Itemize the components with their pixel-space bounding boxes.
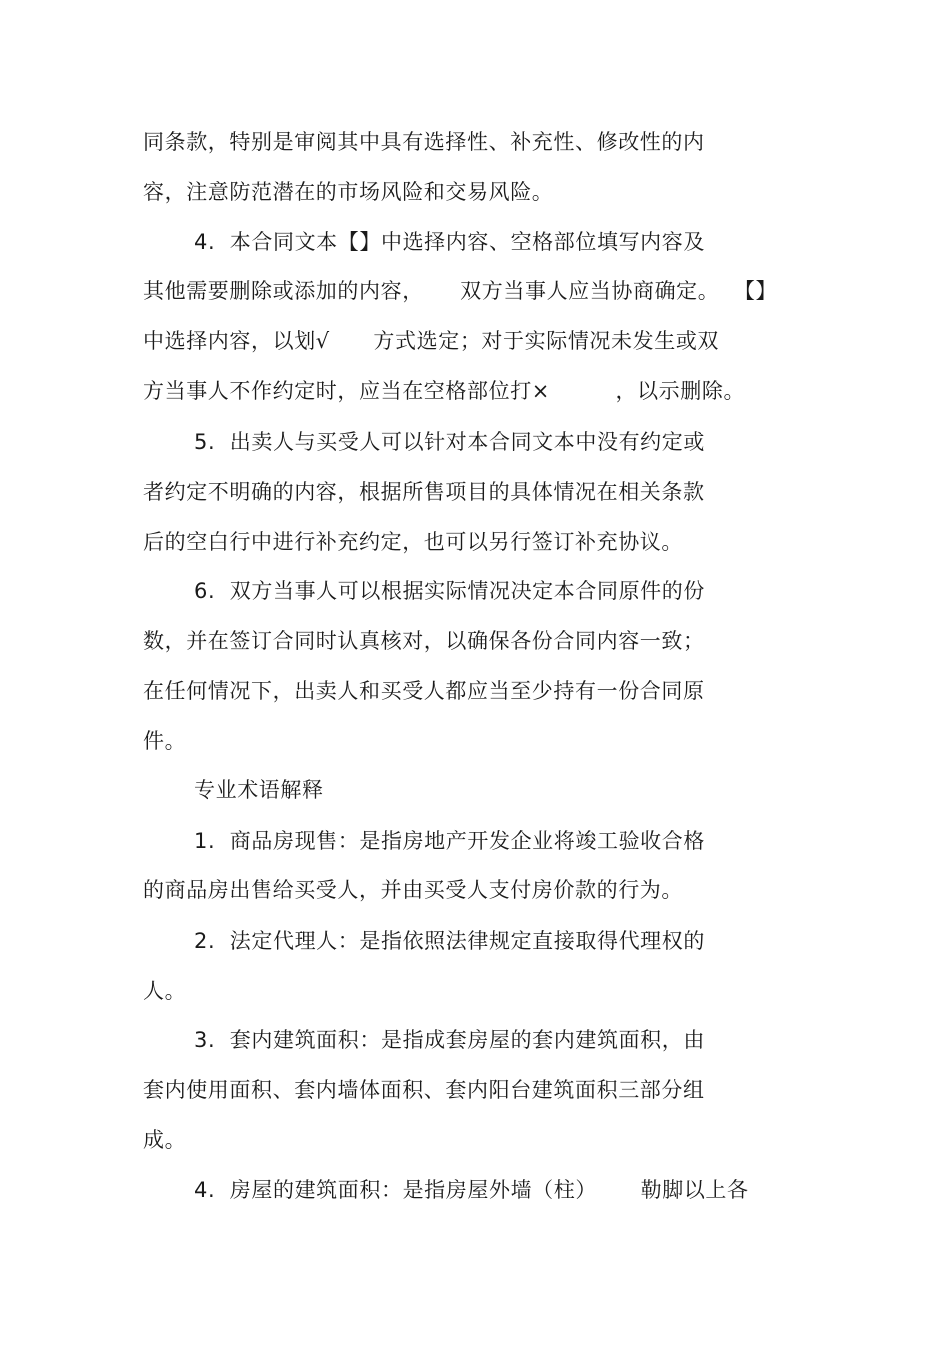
- text-line: 容，注意防范潜在的市场风险和交易风险。: [143, 180, 554, 204]
- text-line: 4. 本合同文本【】中选择内容、空格部位填写内容及: [194, 230, 705, 254]
- text-line: 中选择内容，以划√ 方式选定；对于实际情况未发生或双: [143, 329, 720, 353]
- text-line: 套内使用面积、套内墙体面积、套内阳台建筑面积三部分组: [143, 1078, 705, 1102]
- text-line: 5. 出卖人与买受人可以针对本合同文本中没有约定或: [194, 430, 705, 454]
- text-line: 成。: [143, 1128, 187, 1152]
- text-line: 的商品房出售给买受人，并由买受人支付房价款的行为。: [143, 878, 683, 902]
- text-line: 其他需要删除或添加的内容， 双方当事人应当协商确定。 【】: [143, 279, 778, 303]
- text-line: 人。: [143, 979, 187, 1003]
- text-line: 者约定不明确的内容，根据所售项目的具体情况在相关条款: [143, 480, 705, 504]
- text-line: 件。: [143, 729, 187, 753]
- text-line: 数，并在签订合同时认真核对，以确保各份合同内容一致；: [143, 629, 705, 653]
- text-line: 在任何情况下，出卖人和买受人都应当至少持有一份合同原: [143, 679, 705, 703]
- text-line: 同条款，特别是审阅其中具有选择性、补充性、修改性的内: [143, 130, 705, 154]
- text-line: 6. 双方当事人可以根据实际情况决定本合同原件的份: [194, 579, 705, 603]
- text-line: 方当事人不作约定时，应当在空格部位打× ，以示删除。: [143, 379, 746, 403]
- text-line: 2. 法定代理人：是指依照法律规定直接取得代理权的: [194, 929, 705, 953]
- text-line: 4. 房屋的建筑面积：是指房屋外墙（柱） 勒脚以上各: [194, 1178, 749, 1202]
- text-line: 3. 套内建筑面积：是指成套房屋的套内建筑面积，由: [194, 1028, 705, 1052]
- text-line: 后的空白行中进行补充约定，也可以另行签订补充协议。: [143, 530, 683, 554]
- text-line: 1. 商品房现售：是指房地产开发企业将竣工验收合格: [194, 829, 705, 853]
- section-heading: 专业术语解释: [194, 778, 324, 802]
